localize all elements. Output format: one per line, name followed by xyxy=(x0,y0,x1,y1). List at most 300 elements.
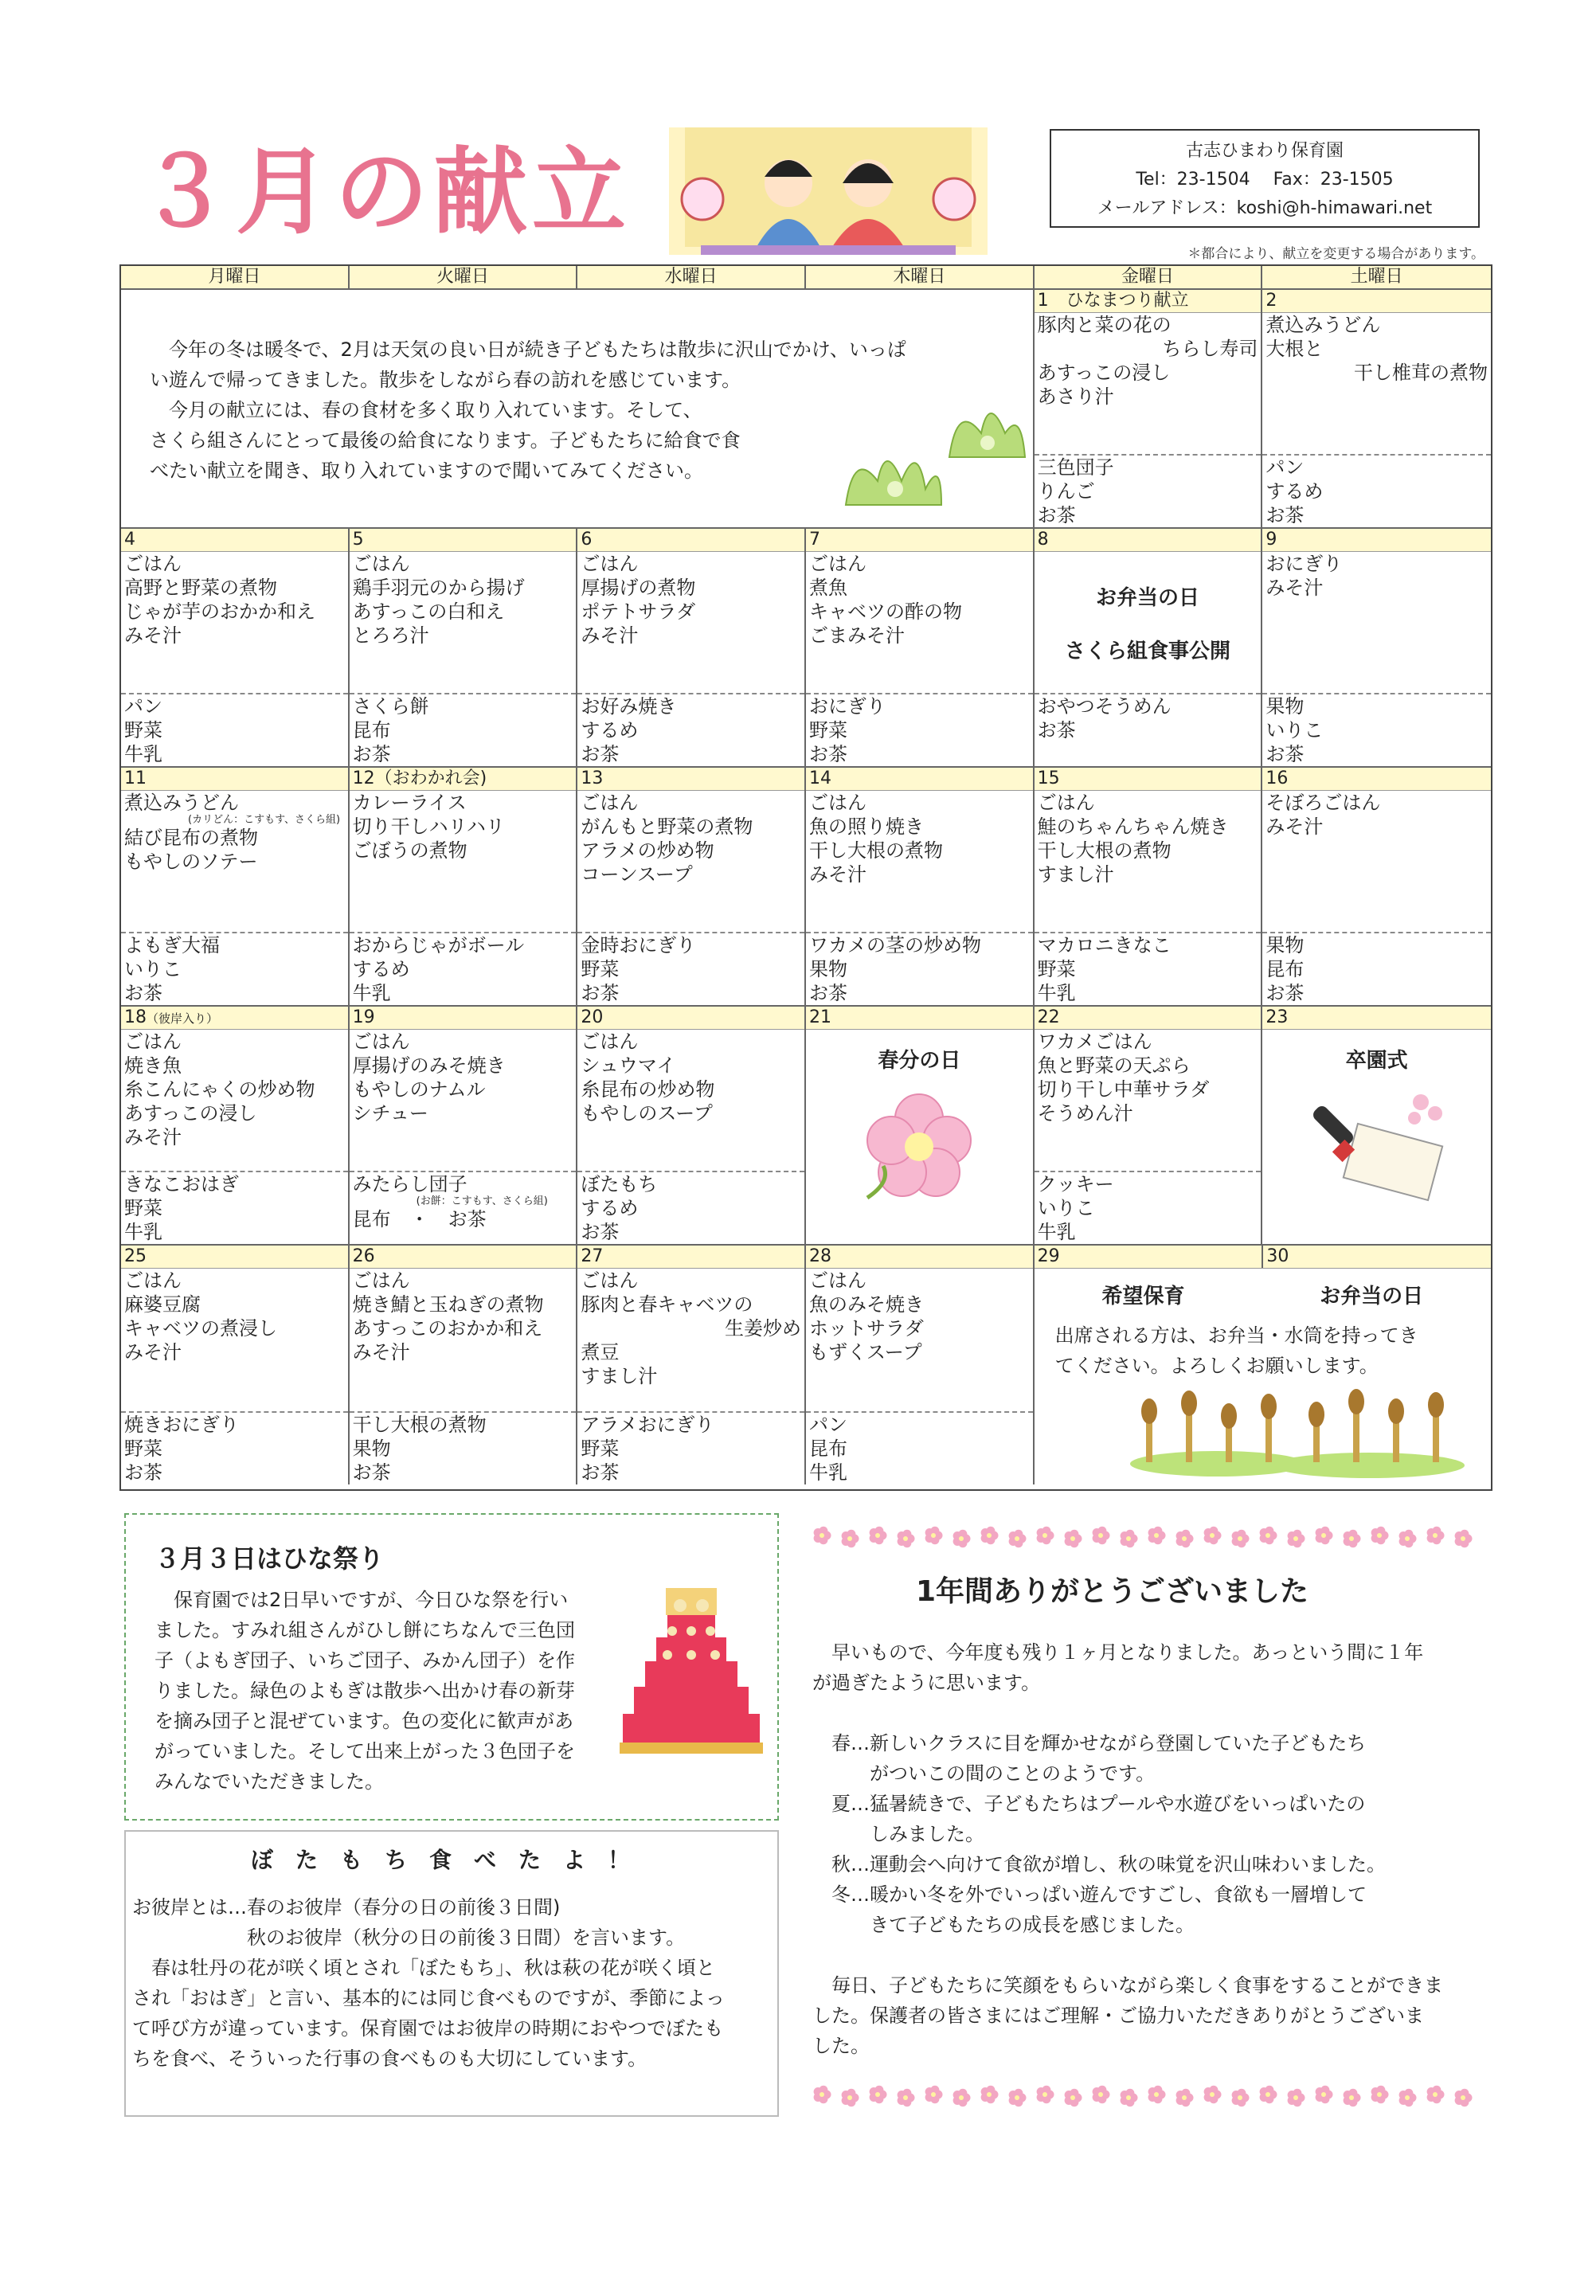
menu-item: 魚のみそ焼き xyxy=(808,1293,924,1316)
body-line: て呼び方が違っています。保育園ではお彼岸の時期におやつでぼたも xyxy=(132,2017,724,2040)
intro-line: さくら組さんにとって最後の給食になります。子どもたちに給食で食 xyxy=(150,429,741,452)
peach-blossom-illustration xyxy=(859,1086,979,1206)
cell-date: 30 xyxy=(1266,1246,1289,1266)
lunch-menu xyxy=(806,1269,1033,1411)
snack-item: 野菜 xyxy=(124,719,162,741)
body-line: がついこの間のことのようです。 xyxy=(812,1762,1156,1785)
menu-item: もやしのソテー xyxy=(124,851,258,873)
snack-item: さくら餅 xyxy=(352,695,429,718)
holiday-label: 春分の日 xyxy=(878,1049,961,1073)
body-line: 早いもので、今年度も残り１ヶ月となりました。あっという間に１年 xyxy=(812,1641,1424,1664)
day-cell-6 xyxy=(577,529,806,768)
menu-item: あすっこの浸し xyxy=(124,1102,257,1125)
menu-item: 豚肉と春キャベツの xyxy=(581,1293,753,1316)
cell-date: 12（おわかれ会) xyxy=(350,768,577,791)
snack-item: お茶 xyxy=(1037,504,1076,526)
day-header: 金曜日 xyxy=(1035,266,1263,290)
menu-item: 糸こんにゃくの炒め物 xyxy=(124,1078,315,1101)
flower-icon xyxy=(925,1527,943,1544)
menu-item: ごはん xyxy=(808,553,866,575)
menu-item: もやしのスープ xyxy=(581,1102,713,1125)
contact-box xyxy=(1050,129,1480,228)
menu-item: 高野と野菜の煮物 xyxy=(124,577,277,599)
day-cell-19 xyxy=(350,1007,578,1246)
menu-item: ごはん xyxy=(124,1269,182,1292)
snack-item: お茶 xyxy=(124,982,162,1004)
special-text-line: てください。よろしくお願いします。 xyxy=(1054,1355,1379,1377)
cell-date: 15 xyxy=(1035,768,1262,791)
body-line: ちを食べ、そういった行事の食べものも大切にしています。 xyxy=(132,2048,647,2070)
flower-icon xyxy=(1093,2086,1110,2103)
snack-item: パン xyxy=(124,695,162,718)
menu-item: 鶏手羽元のから揚げ xyxy=(352,577,525,599)
special-titles xyxy=(1035,1280,1491,1309)
lunch-menu xyxy=(806,791,1033,932)
snack-item: お茶 xyxy=(808,743,847,765)
event-block xyxy=(1035,552,1262,693)
menu-item: ごはん xyxy=(581,1031,639,1053)
cell-date: 28 xyxy=(806,1246,1033,1269)
snack-item: マカロニきなこ xyxy=(1037,934,1172,956)
cell-date: 5 xyxy=(350,529,577,552)
menu-item: ごまみそ汁 xyxy=(808,624,905,647)
flower-icon xyxy=(1037,1527,1054,1544)
snack-item: 野菜 xyxy=(581,1437,620,1460)
snack-item: 牛乳 xyxy=(808,1461,847,1484)
body-line: を摘み団子と混ぜています。色の変化に歓声があ xyxy=(155,1710,574,1732)
body-line: きて子どもたちの成長を感じました。 xyxy=(812,1914,1195,1936)
menu-item: ごはん xyxy=(124,1031,182,1053)
snack-item: お茶 xyxy=(124,1461,162,1484)
day-cell-1 xyxy=(1035,290,1263,529)
flower-icon xyxy=(1148,2086,1166,2103)
snack-item: お茶 xyxy=(1265,504,1305,526)
snack-item: おやつそうめん xyxy=(1037,695,1172,718)
body-line: 秋…運動会へ向けて食欲が増し、秋の味覚を沢山味わいました。 xyxy=(812,1853,1386,1876)
flower-icon xyxy=(870,2086,887,2103)
menu-item: 焼き鯖と玉ねぎの煮物 xyxy=(352,1293,544,1316)
flower-icon xyxy=(925,2086,943,2103)
cell-date: 26 xyxy=(350,1246,577,1269)
snack-menu xyxy=(121,693,348,766)
snack-item: するめ xyxy=(1265,480,1324,503)
botamochi-title: ぼたもち食べたよ！ xyxy=(250,1847,652,1873)
flower-icon xyxy=(981,1527,999,1544)
diploma-illustration xyxy=(1301,1086,1453,1206)
menu-item: 魚の照り焼き xyxy=(808,816,924,838)
cell-date: 21 xyxy=(806,1007,1033,1030)
tel-fax: Tel：23-1504 Fax：23-1505 xyxy=(1136,170,1394,190)
cell-date: 25 xyxy=(121,1246,348,1269)
lunch-menu xyxy=(121,552,348,693)
lunch-menu xyxy=(1035,1030,1262,1171)
special-dates xyxy=(1035,1246,1491,1269)
body-line: が過ぎたように思います。 xyxy=(812,1672,1041,1694)
snack-item: 昆布 xyxy=(808,1437,847,1460)
botamochi-body xyxy=(132,1892,725,2074)
snack-item: アラメおにぎり xyxy=(581,1414,714,1436)
menu-item: あすっこの白和え xyxy=(352,600,505,623)
flower-icon xyxy=(1316,1527,1333,1544)
flower-icon xyxy=(1121,2089,1138,2106)
snack-item: 昆布 xyxy=(352,719,391,741)
menu-item: ごはん xyxy=(581,553,639,575)
flower-icon xyxy=(1455,1530,1473,1547)
day-cell-18 xyxy=(121,1007,350,1246)
lunch-menu xyxy=(121,1269,348,1411)
body-line: しみました。 xyxy=(812,1823,984,1845)
special-title: お弁当の日 xyxy=(1320,1285,1424,1308)
cell-date: 7 xyxy=(806,529,1033,552)
flower-icon xyxy=(1399,2089,1417,2106)
menu-table xyxy=(119,264,1492,1491)
menu-item: みそ汁 xyxy=(124,1341,182,1363)
flower-icon xyxy=(1037,2086,1054,2103)
menu-item: 厚揚げのみそ焼き xyxy=(352,1054,506,1077)
cell-date: 14 xyxy=(806,768,1033,791)
snack-item: 野菜 xyxy=(124,1197,162,1219)
snack-menu xyxy=(350,1411,577,1484)
snack-item: 牛乳 xyxy=(352,982,391,1004)
snack-item: お好み焼き xyxy=(581,695,677,718)
snack-item: 果物 xyxy=(1265,695,1305,718)
flower-icon xyxy=(1009,1530,1027,1547)
hinamatsuri-body xyxy=(155,1585,575,1797)
flower-icon xyxy=(1009,2089,1027,2106)
snack-item: 牛乳 xyxy=(124,1221,162,1243)
menu-item: 切り干し中華サラダ xyxy=(1037,1078,1210,1101)
menu-item: ごはん xyxy=(352,1031,410,1053)
lunch-menu xyxy=(1262,552,1491,693)
snack-item: いりこ xyxy=(1037,1197,1095,1219)
flower-icon xyxy=(1065,2089,1082,2106)
body-line: 秋のお彼岸（秋分の日の前後３日間）を言います。 xyxy=(132,1926,686,1949)
day-cell-28 xyxy=(806,1246,1035,1484)
flower-icon xyxy=(1399,1530,1417,1547)
menu-item: 厚揚げの煮物 xyxy=(581,577,696,599)
snack-item: よもぎ大福 xyxy=(124,934,220,956)
snack-item: 野菜 xyxy=(581,958,620,980)
hinamatsuri-title: ３月３日はひな祭り xyxy=(155,1543,385,1574)
day-cell-21 xyxy=(806,1007,1035,1246)
lunch-menu xyxy=(350,552,577,693)
flower-icon xyxy=(1204,1527,1222,1544)
lunch-menu xyxy=(1035,313,1262,454)
flower-icon xyxy=(1455,2089,1473,2106)
menu-item: そうめん汁 xyxy=(1037,1102,1133,1125)
snack-item: きなこおはぎ xyxy=(124,1173,239,1195)
lunch-menu xyxy=(121,791,348,932)
snack-item: お茶 xyxy=(1037,719,1076,741)
snack-item: クッキー xyxy=(1037,1173,1114,1195)
flower-icon xyxy=(1344,2089,1361,2106)
snack-item: お茶 xyxy=(581,1461,620,1484)
cell-date: 4 xyxy=(121,529,348,552)
snack-menu xyxy=(577,1171,804,1244)
menu-item: もやしのナムル xyxy=(352,1078,486,1101)
snack-item: 果物 xyxy=(352,1437,391,1460)
menu-item: みそ汁 xyxy=(581,624,639,647)
day-cell-2 xyxy=(1262,290,1491,529)
snack-menu xyxy=(350,932,577,1005)
body-line: 保育園では2日早いですが、今日ひな祭を行い xyxy=(155,1589,569,1611)
menu-item: ちらし寿司 xyxy=(1162,338,1258,360)
lunch-menu xyxy=(577,1030,804,1171)
snack-item: 金時おにぎり xyxy=(581,934,696,956)
body-line xyxy=(812,1940,1443,1970)
snack-item: お茶 xyxy=(352,743,391,765)
menu-item: シチュー xyxy=(352,1102,428,1125)
day-cell-15 xyxy=(1035,768,1263,1007)
flower-icon xyxy=(1288,2089,1305,2106)
flower-icon xyxy=(1204,2086,1222,2103)
special-cell-29-30 xyxy=(1035,1246,1491,1484)
intro-cell xyxy=(121,290,1035,529)
flower-icon xyxy=(870,1527,887,1544)
body-line: した。保護者の皆さまにはご理解・ご協力いただきありがとうございま xyxy=(812,2005,1424,2027)
lunch-menu xyxy=(350,1269,577,1411)
snack-item: ワカメの茎の炒め物 xyxy=(808,934,981,956)
day-cell-26 xyxy=(350,1246,578,1484)
flower-icon xyxy=(1260,2086,1277,2103)
intro-line: 今年の冬は暖冬で、2月は天気の良い日が続き子どもたちは散歩に沢山でかけ、いっぱ xyxy=(150,338,906,361)
snack-item: りんご xyxy=(1037,480,1095,503)
cell-date: 11 xyxy=(121,768,348,791)
hina-dolls-illustration xyxy=(669,127,988,255)
snack-item: 牛乳 xyxy=(1037,1221,1076,1243)
menu-item: ごぼうの煮物 xyxy=(352,839,467,862)
flower-icon xyxy=(1176,1530,1194,1547)
menu-item: アラメの炒め物 xyxy=(581,839,714,862)
lunch-menu xyxy=(1262,313,1491,454)
flower-icon xyxy=(1176,2089,1194,2106)
horsetail-illustration xyxy=(1098,1383,1481,1478)
menu-item: みそ汁 xyxy=(808,863,866,886)
menu-item: ごはん xyxy=(1037,792,1095,814)
snack-menu xyxy=(577,693,804,766)
snack-menu xyxy=(1262,454,1491,527)
menu-item: とろろ汁 xyxy=(352,624,429,647)
center-name: 古志ひまわり保育園 xyxy=(1185,141,1344,161)
body-line: 毎日、子どもたちに笑顔をもらいながら楽しく食事をすることができま xyxy=(812,1974,1443,1997)
flower-border-top xyxy=(809,1523,1481,1551)
event-label: さくら組食事公開 xyxy=(1064,639,1230,663)
body-line: お彼岸とは…春のお彼岸（春分の日の前後３日間) xyxy=(132,1896,561,1919)
special-text xyxy=(1035,1309,1491,1381)
snack-item: みたらし団子 xyxy=(352,1173,467,1195)
snack-menu xyxy=(1035,1171,1262,1244)
lunch-menu xyxy=(350,791,577,932)
lunch-menu xyxy=(577,791,804,932)
intro-text xyxy=(150,334,906,486)
flower-icon xyxy=(1371,2086,1389,2103)
menu-item: あすっこの浸し xyxy=(1037,362,1171,384)
flower-icon xyxy=(981,2086,999,2103)
body-line xyxy=(812,1698,1443,1728)
flower-icon xyxy=(898,2089,915,2106)
flower-icon xyxy=(842,2089,859,2106)
snack-menu xyxy=(1262,693,1491,766)
snack-item: お茶 xyxy=(581,1221,620,1243)
menu-item: じゃが芋のおかか和え xyxy=(124,600,315,623)
flower-icon xyxy=(1148,1527,1166,1544)
flower-icon xyxy=(1344,1530,1361,1547)
day-cell-20 xyxy=(577,1007,806,1246)
cell-date: 2 xyxy=(1262,290,1491,313)
flower-icon xyxy=(1316,2086,1333,2103)
body-line: 春は牡丹の花が咲く頃とされ「ぼたもち」、秋は萩の花が咲く頃と xyxy=(132,1957,715,1979)
lunch-menu xyxy=(350,1030,577,1171)
body-line: ました。すみれ組さんがひし餅にちなんで三色団 xyxy=(155,1619,575,1641)
intro-line: い遊んで帰ってきました。散歩をしながら春の訪れを感じています。 xyxy=(150,369,741,391)
menu-item: もずくスープ xyxy=(808,1341,922,1363)
menu-item: 干し大根の煮物 xyxy=(808,839,943,862)
snack-item: お茶 xyxy=(581,743,620,765)
body-line: りました。緑色のよもぎは散歩へ出かけ春の新芽 xyxy=(155,1680,575,1702)
snack-menu xyxy=(577,932,804,1005)
cell-date: 29 xyxy=(1035,1246,1264,1268)
menu-item: 糸昆布の炒め物 xyxy=(581,1078,715,1101)
date-note: （彼岸入り） xyxy=(147,1011,219,1026)
day-cell-12 xyxy=(350,768,578,1007)
snack-item: 野菜 xyxy=(808,719,847,741)
snack-item: パン xyxy=(808,1414,847,1436)
snack-menu xyxy=(806,693,1033,766)
menu-item: 豚肉と菜の花の xyxy=(1037,314,1172,336)
day-cell-25 xyxy=(121,1246,350,1484)
botamochi-box xyxy=(124,1830,779,2117)
menu-item: 生姜炒め xyxy=(724,1317,801,1340)
menu-item: ごはん xyxy=(124,553,182,575)
snack-menu xyxy=(350,1171,577,1244)
butterbur-sprouts-illustration xyxy=(822,370,1029,513)
snack-item: 野菜 xyxy=(124,1437,162,1460)
body-line: 子（よもぎ団子、いちご団子、みかん団子）を作 xyxy=(155,1649,575,1672)
day-cell-22 xyxy=(1035,1007,1263,1246)
snack-item: いりこ xyxy=(1265,719,1324,741)
day-cell-8 xyxy=(1035,529,1263,768)
snack-item: するめ xyxy=(581,719,639,741)
snack-item: 牛乳 xyxy=(124,743,162,765)
menu-item: みそ汁 xyxy=(124,1126,182,1148)
menu-item: あさり汁 xyxy=(1037,385,1114,408)
day-header: 水曜日 xyxy=(577,266,806,290)
cell-date xyxy=(121,1007,348,1030)
cell-date: 22 xyxy=(1035,1007,1262,1030)
flower-icon xyxy=(842,1530,859,1547)
snack-menu xyxy=(121,1171,348,1244)
menu-item: ごはん xyxy=(808,1269,866,1292)
cell-date: 13 xyxy=(577,768,804,791)
menu-item: ごはん xyxy=(581,1269,639,1292)
snack-menu xyxy=(121,1411,348,1484)
hina-tier-illustration xyxy=(620,1583,763,1758)
menu-item: すまし汁 xyxy=(581,1365,658,1387)
snack-menu xyxy=(350,693,577,766)
thanks-title: 1年間ありがとうございました xyxy=(916,1575,1309,1608)
lunch-menu xyxy=(577,1269,804,1411)
snack-item: 干し大根の煮物 xyxy=(352,1414,487,1436)
menu-item: 煮込みうどん xyxy=(124,792,239,814)
menu-item: ポテトサラダ xyxy=(581,600,696,623)
snack-item: 果物 xyxy=(808,958,847,980)
menu-item: ホットサラダ xyxy=(808,1317,924,1340)
snack-item: 焼きおにぎり xyxy=(124,1414,239,1436)
lunch-menu xyxy=(577,552,804,693)
graduation-label: 卒園式 xyxy=(1345,1049,1408,1073)
cell-date: 6 xyxy=(577,529,804,552)
menu-item: みそ汁 xyxy=(352,1341,410,1363)
snack-menu xyxy=(1035,932,1262,1005)
snack-item: するめ xyxy=(352,958,410,980)
flower-icon xyxy=(1427,2086,1445,2103)
snack-item: パン xyxy=(1265,456,1305,479)
snack-item: お茶 xyxy=(1265,743,1305,765)
flower-icon xyxy=(814,1527,831,1544)
body-line: がっていました。そして出来上がった３色団子を xyxy=(155,1740,575,1762)
day-cell-5 xyxy=(350,529,578,768)
snack-note: (お餅：こすもす、さくら組) xyxy=(416,1195,548,1207)
flower-icon xyxy=(1232,1530,1250,1547)
intro-line: べたい献立を聞き、取り入れていますので聞いてみてください。 xyxy=(150,460,704,482)
day-header: 土曜日 xyxy=(1262,266,1491,290)
menu-item: ごはん xyxy=(808,792,866,814)
menu-item: ごはん xyxy=(352,1269,410,1292)
menu-item: 魚と野菜の天ぷら xyxy=(1037,1054,1191,1077)
special-title: 希望保育 xyxy=(1101,1285,1185,1308)
cell-date: 27 xyxy=(577,1246,804,1269)
snack-item: いりこ xyxy=(124,958,182,980)
menu-item: ごはん xyxy=(581,792,639,814)
flower-icon xyxy=(1232,2089,1250,2106)
menu-item: みそ汁 xyxy=(124,624,182,647)
thanks-body xyxy=(812,1637,1443,2061)
body-line: され「おはぎ」と言い、基本的には同じ食べものですが、季節によっ xyxy=(132,1987,725,2009)
snack-item: お茶 xyxy=(808,982,847,1004)
snack-item: 果物 xyxy=(1265,934,1305,956)
menu-item: キャベツの煮浸し xyxy=(124,1317,277,1340)
menu-item: 結び昆布の煮物 xyxy=(124,827,258,849)
menu-item: 麻婆豆腐 xyxy=(124,1293,201,1316)
lunch-menu xyxy=(1035,791,1262,932)
menu-item: 干し椎茸の煮物 xyxy=(1353,362,1488,384)
body-line: 春…新しいクラスに目を輝かせながら登園していた子どもたち xyxy=(812,1732,1367,1754)
snack-item: 昆布 xyxy=(1265,958,1305,980)
day-header: 火曜日 xyxy=(350,266,578,290)
menu-item: みそ汁 xyxy=(1265,816,1324,838)
snack-menu xyxy=(806,1411,1033,1484)
event-label: お弁当の日 xyxy=(1095,585,1199,610)
day-header: 月曜日 xyxy=(121,266,350,290)
day-header: 木曜日 xyxy=(806,266,1035,290)
flower-icon xyxy=(1065,1530,1082,1547)
body-line: 冬…暖かい冬を外でいっぱい遊んですごし、食欲も一層増して xyxy=(812,1883,1367,1906)
menu-item: 干し大根の煮物 xyxy=(1037,839,1172,862)
lunch-menu xyxy=(1262,791,1491,932)
cell-date: 20 xyxy=(577,1007,804,1030)
day-cell-23 xyxy=(1262,1007,1491,1246)
flower-icon xyxy=(1260,1527,1277,1544)
snack-item: 牛乳 xyxy=(1037,982,1076,1004)
special-text-line: 出席される方は、お弁当・水筒を持ってき xyxy=(1054,1324,1418,1347)
flower-icon xyxy=(953,2089,971,2106)
day-cell-27 xyxy=(577,1246,806,1484)
flower-icon xyxy=(898,1530,915,1547)
menu-item: ワカメごはん xyxy=(1037,1031,1152,1053)
menu-item: おにぎり xyxy=(1265,553,1343,575)
snack-item: するめ xyxy=(581,1197,639,1219)
day-cell-11 xyxy=(121,768,350,1007)
